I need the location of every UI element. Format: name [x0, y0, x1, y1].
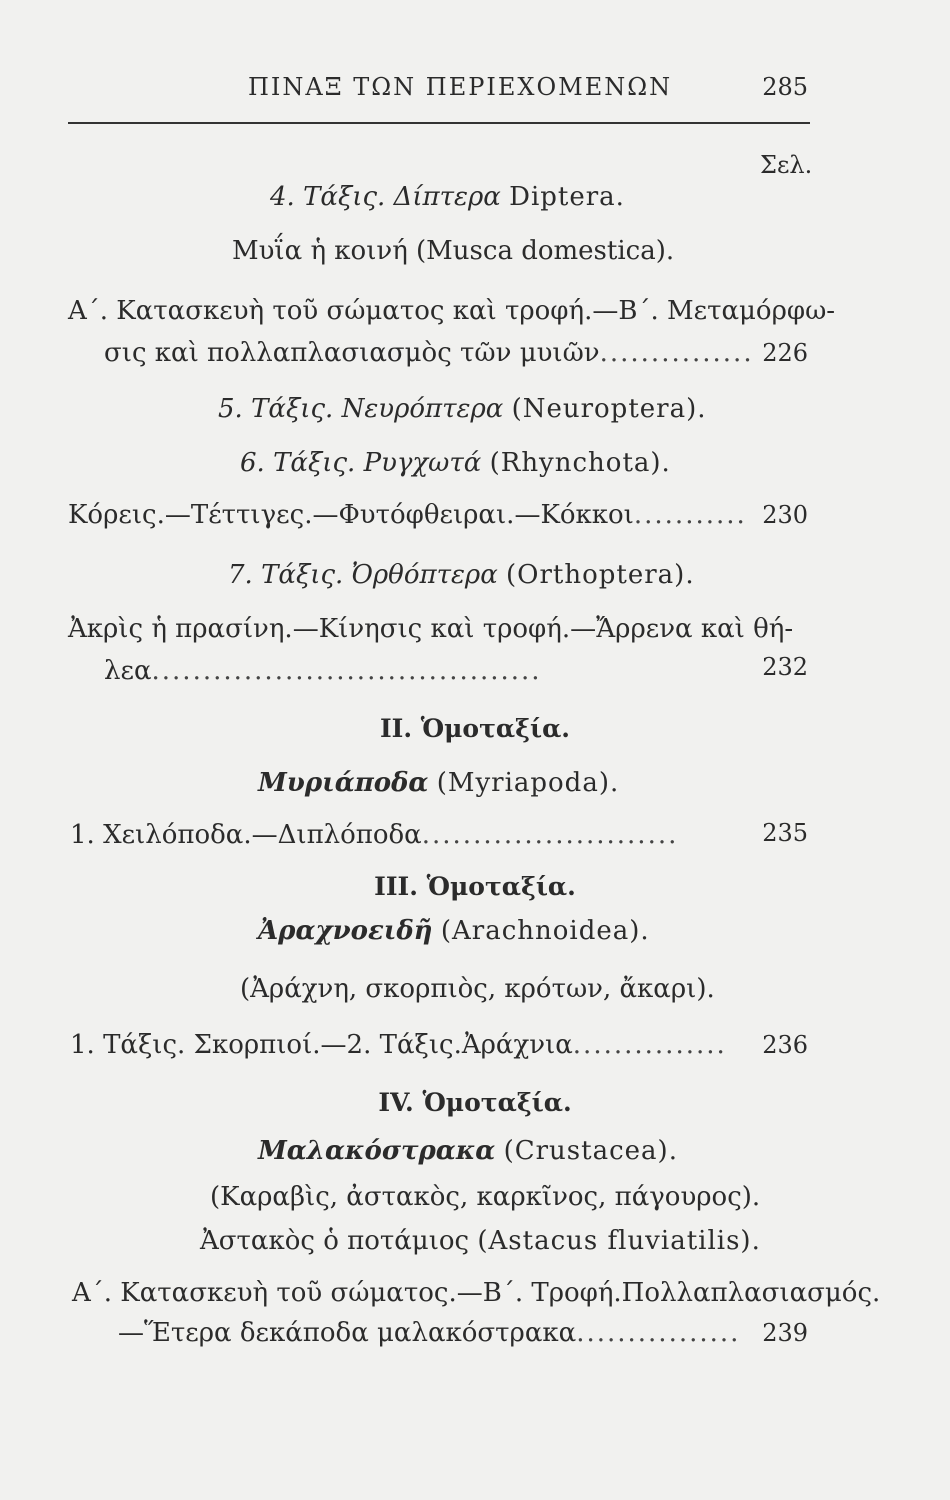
latin-name: (Orthoptera).: [506, 560, 695, 590]
species-greek-name: Ἀστακὸς ὁ ποτάμιος: [200, 1226, 470, 1256]
toc-entry-line: [68, 500, 747, 530]
running-header-page-number: 285: [762, 73, 808, 101]
species-line: [200, 1226, 761, 1256]
toc-text-line: Α΄. Κατασκευὴ τοῦ σώματος καὶ τροφή.—Β΄. Μεταμόρφω-: [68, 296, 836, 326]
running-header-title: ΠΙΝΑΞ ΤΩΝ ΠΕΡΙΕΧΟΜΕΝΩΝ: [248, 73, 673, 101]
leader-dots: ......................................: [151, 656, 542, 686]
examples-line: (Καραβὶς, ἀστακὸς, καρκῖνος, πάγουρος).: [210, 1182, 761, 1212]
toc-entry-line: [70, 820, 678, 850]
latin-name: (Astacus fluviatilis).: [477, 1226, 761, 1256]
toc-page-number: 236: [762, 1031, 808, 1059]
toc-page-number: 239: [762, 1319, 808, 1347]
order-number: 5. Τάξις.: [218, 394, 334, 424]
greek-name: Ὀρθόπτερα: [351, 560, 498, 590]
toc-entry-line: [104, 338, 754, 368]
order-number: 4. Τάξις.: [270, 182, 386, 212]
toc-entry-line: [104, 656, 542, 686]
toc-entry-line: [70, 1030, 727, 1060]
order-heading-diptera: [270, 182, 625, 212]
latin-name: Diptera.: [509, 182, 625, 212]
leader-dots: ...........: [633, 500, 747, 530]
toc-page-number: 226: [762, 339, 808, 367]
greek-name: Μυριάποδα: [258, 768, 429, 798]
toc-page-number: 232: [762, 653, 808, 681]
greek-name: Νευρόπτερα: [341, 394, 504, 424]
leader-dots: ................: [576, 1318, 741, 1348]
species-line: Μυΐα ἡ κοινή (Musca domestica).: [232, 236, 675, 266]
greek-name: Ρυγχωτά: [363, 448, 482, 478]
class-name-arachnoidea: [258, 916, 650, 946]
leader-dots: .........................: [421, 820, 679, 850]
leader-dots: ...............: [599, 338, 754, 368]
order-heading-orthoptera: [228, 560, 695, 590]
toc-entry-text: λεα: [104, 656, 152, 686]
class-heading-iv: IV. Ὁμοταξία.: [378, 1088, 572, 1117]
latin-name: (Myriapoda).: [436, 768, 620, 798]
order-heading-rhynchota: [240, 448, 671, 478]
latin-name: (Rhynchota).: [489, 448, 671, 478]
toc-text-line: Α΄. Κατασκευὴ τοῦ σώματος.—Β΄. Τροφή.Πολλαπλασιασμός.: [72, 1278, 881, 1308]
toc-text-line: Ἀκρὶς ἡ πρασίνη.—Κίνησις καὶ τροφή.—Ἄρρενα καὶ θή-: [68, 614, 794, 644]
toc-page-number: 230: [762, 501, 808, 529]
toc-entry-text: 1. Χειλόποδα.—Διπλόποδα: [70, 820, 422, 850]
header-rule: [68, 122, 810, 124]
examples-line: (Ἀράχνη, σκορπιὸς, κρότων, ἄκαρι).: [240, 974, 715, 1004]
toc-entry-text: Κόρεις.—Τέττιγες.—Φυτόφθειραι.—Κόκκοι: [68, 500, 634, 530]
class-heading-iii: III. Ὁμοταξία.: [374, 872, 576, 901]
latin-name: (Arachnoidea).: [440, 916, 650, 946]
toc-entry-text: —Ἕτερα δεκάποδα μαλακόστρακα: [118, 1318, 577, 1348]
page-column-label: Σελ.: [760, 151, 813, 179]
order-number: 7. Τάξις.: [228, 560, 344, 590]
latin-name: (Neuroptera).: [511, 394, 707, 424]
class-name-myriapoda: [258, 768, 619, 798]
order-heading-neuroptera: [218, 394, 707, 424]
greek-name: Μαλακόστρακα: [258, 1136, 496, 1166]
order-number: 6. Τάξις.: [240, 448, 356, 478]
leader-dots: ...............: [572, 1030, 727, 1060]
toc-entry-line: [118, 1318, 740, 1348]
greek-name: Ἀραχνοειδῆ: [258, 916, 433, 946]
toc-page-number: 235: [762, 819, 808, 847]
class-name-crustacea: [258, 1136, 678, 1166]
class-heading-ii: II. Ὁμοταξία.: [379, 714, 571, 743]
toc-entry-text: σις καὶ πολλαπλασιασμὸς τῶν μυιῶν: [104, 338, 600, 368]
toc-entry-text: 1. Τάξις. Σκορπιοί.—2. Τάξις.Ἀράχνια: [70, 1030, 573, 1060]
latin-name: (Crustacea).: [503, 1136, 678, 1166]
greek-name: Δίπτερα: [393, 182, 501, 212]
